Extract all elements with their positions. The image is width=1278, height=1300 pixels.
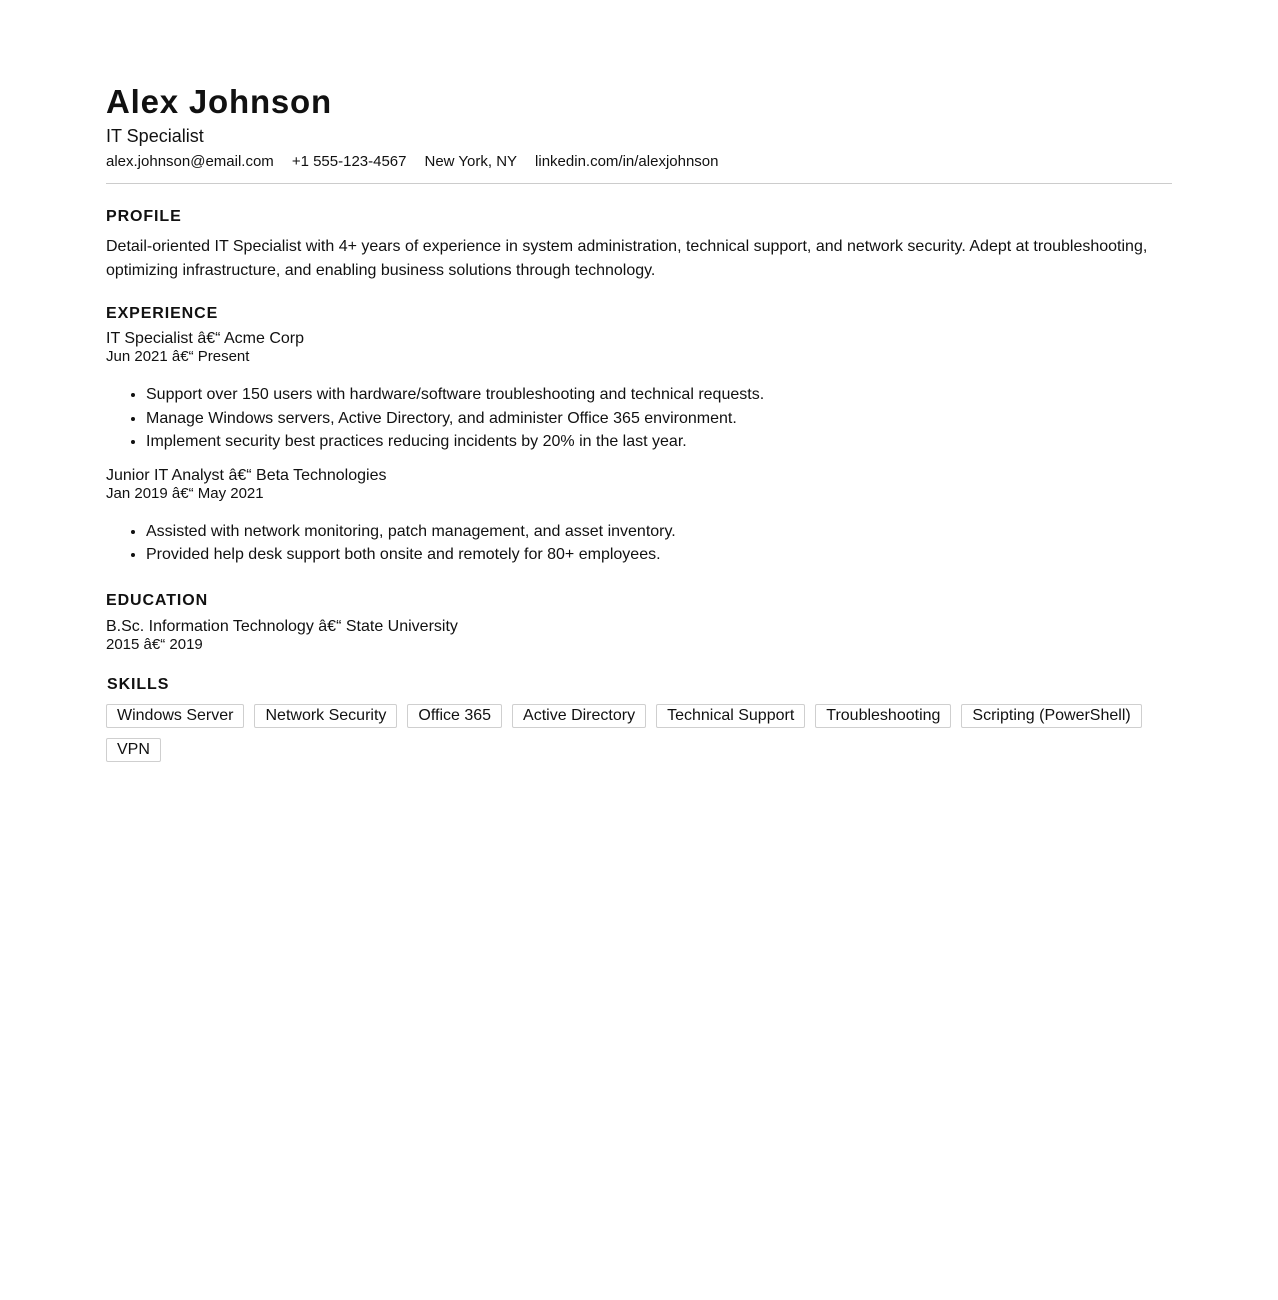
contact-linkedin: linkedin.com/in/alexjohnson — [535, 153, 719, 170]
bullet-item: • Implement security best practices reducing incidents by 20% in the last year. — [146, 430, 1172, 454]
skill-chip: Windows Server — [106, 704, 244, 728]
skill-chip: Technical Support — [656, 704, 805, 728]
skills-section — [106, 675, 1172, 762]
education-school: State University — [345, 617, 458, 635]
bullet-item: • Provided help desk support both onsite and remotely for 80+ employees. — [146, 543, 1172, 567]
bullet-item: • Manage Windows servers, Active Directory, and administer Office 365 environment. — [146, 407, 1172, 431]
profile-section — [106, 207, 1172, 283]
skill-chip: Troubleshooting — [815, 704, 951, 728]
job-entry — [106, 330, 1172, 454]
contact-location: New York, NY — [424, 153, 518, 170]
contact-info — [106, 152, 1172, 172]
education-dates: 2015 â€“ 2019 — [106, 635, 203, 653]
education-heading — [106, 618, 1172, 636]
candidate-name: Alex Johnson — [106, 83, 332, 120]
job-heading — [106, 330, 1172, 348]
section-title-profile: PROFILE — [106, 208, 182, 225]
job-dates: Jan 2019 â€“ May 2021 — [106, 484, 264, 502]
skill-chip: Scripting (PowerShell) — [961, 704, 1141, 728]
candidate-title: IT Specialist — [106, 126, 204, 146]
job-separator: â€“ — [197, 330, 221, 347]
section-title-experience: EXPERIENCE — [106, 305, 219, 322]
skills-list — [106, 704, 1146, 762]
skill-chip: Office 365 — [407, 704, 502, 728]
job-entry — [106, 467, 1172, 567]
skill-chip: VPN — [106, 738, 161, 762]
section-title-skills: SKILLS — [107, 675, 170, 693]
education-entry — [106, 618, 1172, 653]
skill-chip: Active Directory — [512, 704, 646, 728]
job-role: Junior IT Analyst — [106, 466, 224, 484]
job-separator: â€“ — [228, 466, 252, 484]
contact-email: alex.johnson@email.com — [106, 153, 274, 170]
skill-chip: Network Security — [254, 704, 397, 728]
job-dates: Jun 2021 â€“ Present — [106, 348, 250, 365]
profile-text: Detail-oriented IT Specialist with 4+ years of experience in system administration, technical support, and network security. Adept at troubleshooting, optimizing infrastructure, and enabling business solutions through technology. — [106, 238, 1148, 279]
job-bullets — [106, 383, 1172, 454]
resume-page — [106, 0, 1172, 762]
job-heading — [106, 467, 1172, 485]
education-separator: â€“ — [318, 617, 342, 635]
job-company: Beta Technologies — [256, 466, 387, 484]
header-divider — [106, 183, 1172, 184]
bullet-item: • Support over 150 users with hardware/software troubleshooting and technical requests. — [146, 383, 1172, 407]
experience-section — [106, 304, 1172, 567]
job-role: IT Specialist — [106, 330, 193, 347]
education-degree: B.Sc. Information Technology — [106, 617, 314, 635]
contact-phone: +1 555-123-4567 — [291, 153, 407, 170]
education-section — [106, 591, 1172, 653]
section-title-education: EDUCATION — [106, 591, 209, 609]
bullet-item: • Assisted with network monitoring, patch management, and asset inventory. — [146, 520, 1172, 544]
job-bullets — [106, 520, 1172, 567]
job-company: Acme Corp — [224, 330, 305, 347]
